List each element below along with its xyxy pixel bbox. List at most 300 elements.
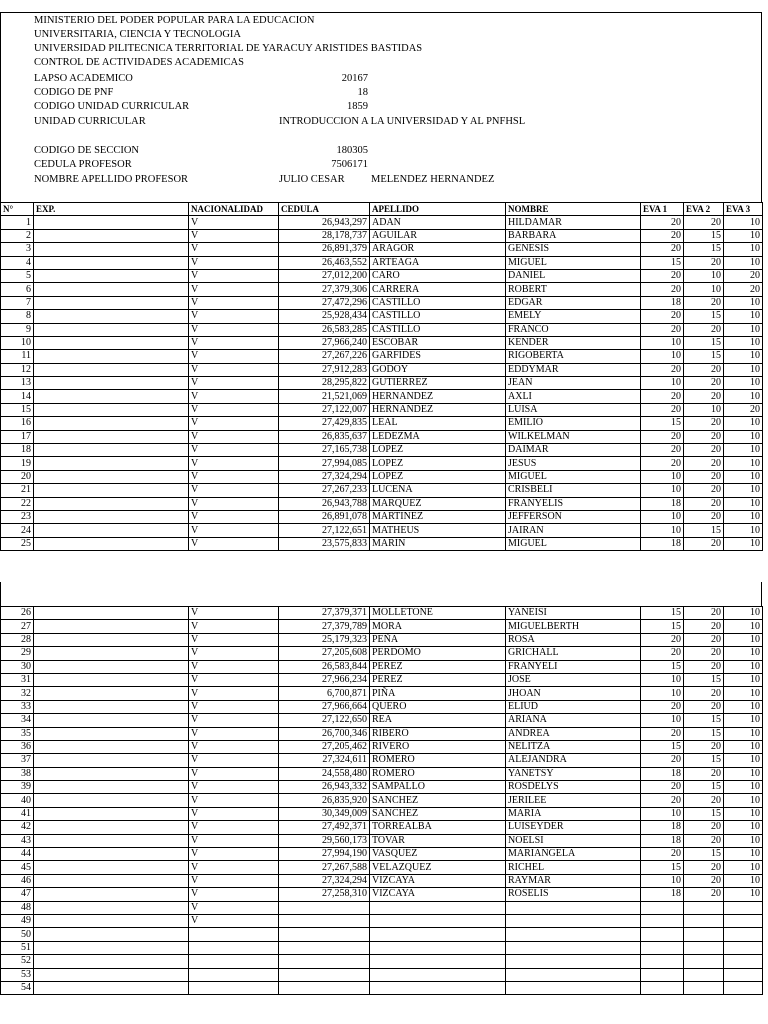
cell-eva3: 10	[724, 537, 763, 550]
cell-apellido: LOPEZ	[370, 444, 506, 457]
cell-apellido: MARTINEZ	[370, 510, 506, 523]
cell-num: 4	[1, 256, 34, 269]
cell-nacionalidad: V	[189, 323, 279, 336]
cell-apellido: CASTILLO	[370, 323, 506, 336]
col-header-num: N°	[1, 203, 34, 216]
cell-eva2: 15	[684, 524, 724, 537]
cell-nacionalidad: V	[189, 794, 279, 807]
cell-eva3: 10	[724, 457, 763, 470]
cell-num: 33	[1, 700, 34, 713]
cell-nombre: NELITZA	[506, 740, 641, 753]
cell-eva1: 10	[641, 377, 684, 390]
cell-eva1: 18	[641, 497, 684, 510]
cell-cedula: 27,258,310	[279, 888, 370, 901]
table-header-row	[1, 203, 763, 216]
table-row	[1, 660, 763, 673]
cell-eva3: 10	[724, 834, 763, 847]
cell-eva1: 20	[641, 781, 684, 794]
cell-apellido: LOPEZ	[370, 457, 506, 470]
cell-eva3: 10	[724, 848, 763, 861]
cell-nombre: DANIEL	[506, 269, 641, 282]
cell-cedula: 27,379,371	[279, 607, 370, 620]
cell-eva1: 20	[641, 216, 684, 229]
cell-exp	[34, 269, 189, 282]
cell-nombre: ARIANA	[506, 714, 641, 727]
cell-nacionalidad: V	[189, 243, 279, 256]
cell-cedula: 21,521,069	[279, 390, 370, 403]
cell-exp	[34, 647, 189, 660]
cell-eva2: 20	[684, 607, 724, 620]
nombre-prof-first: JULIO CESAR	[279, 174, 345, 185]
cell-nacionalidad: V	[189, 417, 279, 430]
cell-cedula: 26,463,552	[279, 256, 370, 269]
cell-eva3: 10	[724, 633, 763, 646]
cell-cedula: 26,583,844	[279, 660, 370, 673]
cell-cedula	[279, 941, 370, 954]
cell-eva3: 10	[724, 607, 763, 620]
cell-eva3: 10	[724, 243, 763, 256]
table-row	[1, 874, 763, 887]
table-row	[1, 767, 763, 780]
cell-exp	[34, 497, 189, 510]
cell-cedula: 27,324,294	[279, 874, 370, 887]
table-row	[1, 794, 763, 807]
table-row	[1, 928, 763, 941]
cell-nacionalidad: V	[189, 497, 279, 510]
cell-nombre: YANEISI	[506, 607, 641, 620]
cell-nombre: FRANYELIS	[506, 497, 641, 510]
cell-eva1: 20	[641, 390, 684, 403]
cell-nombre: JHOAN	[506, 687, 641, 700]
cell-eva1: 10	[641, 687, 684, 700]
col-header-eva1: EVA 1	[641, 203, 684, 216]
cell-num: 24	[1, 524, 34, 537]
cell-exp	[34, 687, 189, 700]
table-row	[1, 821, 763, 834]
cell-num: 49	[1, 914, 34, 927]
cell-num: 21	[1, 484, 34, 497]
cell-num: 32	[1, 687, 34, 700]
cell-eva2	[684, 981, 724, 994]
cell-apellido: MARIN	[370, 537, 506, 550]
cell-apellido: RIVERO	[370, 740, 506, 753]
cell-cedula: 27,267,588	[279, 861, 370, 874]
cell-nacionalidad: V	[189, 403, 279, 416]
cell-cedula: 26,943,332	[279, 781, 370, 794]
table-row	[1, 497, 763, 510]
cell-cedula: 27,994,085	[279, 457, 370, 470]
cell-cedula: 24,558,480	[279, 767, 370, 780]
cell-eva3: 10	[724, 229, 763, 242]
cell-apellido	[370, 928, 506, 941]
cell-nombre: MIGUEL	[506, 537, 641, 550]
cell-eva2	[684, 901, 724, 914]
cell-num: 6	[1, 283, 34, 296]
cell-apellido: TORREALBA	[370, 821, 506, 834]
cell-exp	[34, 620, 189, 633]
cell-num: 5	[1, 269, 34, 282]
cell-nombre: JESUS	[506, 457, 641, 470]
document-header	[0, 13, 762, 202]
cell-cedula: 27,966,240	[279, 336, 370, 349]
cell-nacionalidad: V	[189, 660, 279, 673]
cell-eva2: 20	[684, 767, 724, 780]
cell-eva1: 18	[641, 767, 684, 780]
cell-eva3: 10	[724, 781, 763, 794]
cell-cedula	[279, 928, 370, 941]
cell-nombre: ANDREA	[506, 727, 641, 740]
cell-eva2: 15	[684, 229, 724, 242]
cedula-prof-label: CEDULA PROFESOR	[34, 159, 132, 170]
cell-eva2: 20	[684, 874, 724, 887]
cell-apellido: CASTILLO	[370, 310, 506, 323]
cell-num: 54	[1, 981, 34, 994]
cell-num: 12	[1, 363, 34, 376]
cell-exp	[34, 727, 189, 740]
cell-apellido: MATHEUS	[370, 524, 506, 537]
cell-eva1	[641, 955, 684, 968]
cell-nombre	[506, 941, 641, 954]
cell-eva3: 10	[724, 660, 763, 673]
cell-eva2: 20	[684, 740, 724, 753]
students-table-part-2	[0, 606, 763, 995]
cell-exp	[34, 968, 189, 981]
cell-eva2: 20	[684, 497, 724, 510]
cell-exp	[34, 243, 189, 256]
cell-eva1	[641, 968, 684, 981]
cell-nombre: ALEJANDRA	[506, 754, 641, 767]
cell-num: 41	[1, 807, 34, 820]
cell-num: 3	[1, 243, 34, 256]
cell-exp	[34, 941, 189, 954]
cell-nacionalidad: V	[189, 470, 279, 483]
cell-nacionalidad: V	[189, 444, 279, 457]
cell-nombre: FRANYELI	[506, 660, 641, 673]
cell-eva3: 10	[724, 794, 763, 807]
cell-nombre: ROBERT	[506, 283, 641, 296]
cell-eva3: 10	[724, 754, 763, 767]
cell-num: 13	[1, 377, 34, 390]
cell-eva3: 10	[724, 767, 763, 780]
cell-nacionalidad: V	[189, 607, 279, 620]
cell-cedula: 29,560,173	[279, 834, 370, 847]
cell-eva1: 10	[641, 510, 684, 523]
cell-eva3: 10	[724, 310, 763, 323]
cell-eva1: 10	[641, 524, 684, 537]
cell-nacionalidad: V	[189, 727, 279, 740]
table-row	[1, 620, 763, 633]
cell-num: 39	[1, 781, 34, 794]
cell-cedula: 27,379,789	[279, 620, 370, 633]
cell-apellido: CARO	[370, 269, 506, 282]
cell-nacionalidad: V	[189, 700, 279, 713]
table-row	[1, 457, 763, 470]
cell-exp	[34, 781, 189, 794]
cell-exp	[34, 914, 189, 927]
cell-nacionalidad: V	[189, 430, 279, 443]
cell-apellido: PEREZ	[370, 673, 506, 686]
cell-eva3: 10	[724, 700, 763, 713]
cell-eva3: 20	[724, 403, 763, 416]
table-row	[1, 323, 763, 336]
table-row	[1, 740, 763, 753]
table-row	[1, 296, 763, 309]
cell-num: 30	[1, 660, 34, 673]
cell-eva2: 20	[684, 687, 724, 700]
cell-eva1	[641, 901, 684, 914]
cell-nombre	[506, 901, 641, 914]
cell-nacionalidad: V	[189, 673, 279, 686]
table-row	[1, 336, 763, 349]
cell-nombre: RIGOBERTA	[506, 350, 641, 363]
cell-exp	[34, 310, 189, 323]
cell-nacionalidad	[189, 981, 279, 994]
cell-num: 7	[1, 296, 34, 309]
cell-nacionalidad: V	[189, 687, 279, 700]
cell-exp	[34, 673, 189, 686]
table-row	[1, 914, 763, 927]
cell-apellido	[370, 968, 506, 981]
cell-exp	[34, 888, 189, 901]
cell-nombre: NOELSI	[506, 834, 641, 847]
table-row	[1, 687, 763, 700]
cell-nacionalidad: V	[189, 821, 279, 834]
cell-eva2: 10	[684, 283, 724, 296]
cell-cedula: 25,179,323	[279, 633, 370, 646]
cell-apellido: ARAGOR	[370, 243, 506, 256]
cell-eva2: 20	[684, 417, 724, 430]
cell-apellido: HERNANDEZ	[370, 403, 506, 416]
cell-eva2: 20	[684, 363, 724, 376]
cell-eva2: 20	[684, 510, 724, 523]
cell-apellido: VASQUEZ	[370, 848, 506, 861]
cell-nombre	[506, 914, 641, 927]
cell-nacionalidad: V	[189, 714, 279, 727]
cell-eva1: 20	[641, 647, 684, 660]
table-row	[1, 955, 763, 968]
col-header-exp: EXP.	[34, 203, 189, 216]
cell-eva2: 20	[684, 647, 724, 660]
cell-eva3: 10	[724, 740, 763, 753]
cell-eva3: 10	[724, 296, 763, 309]
cell-eva2: 20	[684, 296, 724, 309]
table-row	[1, 700, 763, 713]
cell-exp	[34, 981, 189, 994]
table-row	[1, 901, 763, 914]
cell-apellido	[370, 981, 506, 994]
table-row	[1, 430, 763, 443]
cell-exp	[34, 537, 189, 550]
cell-nacionalidad: V	[189, 767, 279, 780]
cell-nombre: EMILIO	[506, 417, 641, 430]
cell-num: 10	[1, 336, 34, 349]
table-row	[1, 470, 763, 483]
cell-apellido: VELAZQUEZ	[370, 861, 506, 874]
cell-nacionalidad: V	[189, 874, 279, 887]
cell-num: 52	[1, 955, 34, 968]
cell-apellido: ESCOBAR	[370, 336, 506, 349]
cell-apellido: CASTILLO	[370, 296, 506, 309]
cell-eva3: 10	[724, 417, 763, 430]
cell-exp	[34, 807, 189, 820]
cell-apellido: ROMERO	[370, 767, 506, 780]
cell-eva1: 20	[641, 444, 684, 457]
cell-eva2: 15	[684, 807, 724, 820]
cell-nacionalidad: V	[189, 510, 279, 523]
cell-nacionalidad: V	[189, 269, 279, 282]
cell-apellido: SANCHEZ	[370, 794, 506, 807]
cell-eva1: 20	[641, 269, 684, 282]
cell-cedula: 27,994,190	[279, 848, 370, 861]
cell-eva2: 15	[684, 848, 724, 861]
cell-nombre: RAYMAR	[506, 874, 641, 887]
cell-exp	[34, 484, 189, 497]
cell-eva2: 15	[684, 243, 724, 256]
cell-apellido: ROMERO	[370, 754, 506, 767]
cell-cedula: 26,835,920	[279, 794, 370, 807]
cell-eva3: 10	[724, 673, 763, 686]
cell-nombre: EMELY	[506, 310, 641, 323]
cell-num: 45	[1, 861, 34, 874]
cell-cedula	[279, 901, 370, 914]
cell-exp	[34, 457, 189, 470]
cell-exp	[34, 444, 189, 457]
cell-nombre: MIGUEL	[506, 470, 641, 483]
cell-nombre: EDDYMAR	[506, 363, 641, 376]
table-row	[1, 484, 763, 497]
cell-nombre: AXLI	[506, 390, 641, 403]
pnf-value: 18	[357, 87, 368, 98]
cell-eva2: 20	[684, 390, 724, 403]
cell-apellido: LOPEZ	[370, 470, 506, 483]
col-header-nombre: NOMBRE	[506, 203, 641, 216]
cell-cedula: 27,472,296	[279, 296, 370, 309]
cell-eva2: 20	[684, 794, 724, 807]
cell-nombre: ROSDELYS	[506, 781, 641, 794]
col-header-eva3: EVA 3	[724, 203, 763, 216]
cell-exp	[34, 633, 189, 646]
cell-nacionalidad: V	[189, 310, 279, 323]
cell-nacionalidad	[189, 968, 279, 981]
cell-eva2: 20	[684, 821, 724, 834]
cell-eva3: 10	[724, 256, 763, 269]
table-row	[1, 834, 763, 847]
cell-apellido: GARFIDES	[370, 350, 506, 363]
cell-cedula: 26,943,788	[279, 497, 370, 510]
table-row	[1, 888, 763, 901]
cell-eva3: 20	[724, 283, 763, 296]
cell-nombre: BARBARA	[506, 229, 641, 242]
cell-eva3: 10	[724, 714, 763, 727]
cell-eva1: 18	[641, 821, 684, 834]
cell-eva3	[724, 928, 763, 941]
cell-num: 15	[1, 403, 34, 416]
nombre-prof-label: NOMBRE APELLIDO PROFESOR	[34, 174, 189, 185]
cell-eva1: 10	[641, 874, 684, 887]
cell-apellido: MARQUEZ	[370, 497, 506, 510]
cell-cedula: 27,966,234	[279, 673, 370, 686]
table-row	[1, 444, 763, 457]
cell-eva3: 10	[724, 323, 763, 336]
table-row	[1, 607, 763, 620]
cell-nombre	[506, 928, 641, 941]
table-row	[1, 390, 763, 403]
cell-nombre: DAIMAR	[506, 444, 641, 457]
cell-cedula: 27,379,306	[279, 283, 370, 296]
cell-nombre: JOSE	[506, 673, 641, 686]
cell-eva3	[724, 901, 763, 914]
cell-num: 37	[1, 754, 34, 767]
cell-cedula: 6,700,871	[279, 687, 370, 700]
cell-nombre: RICHEL	[506, 861, 641, 874]
cell-eva1: 20	[641, 323, 684, 336]
table-row	[1, 310, 763, 323]
cell-nombre: EDGAR	[506, 296, 641, 309]
cell-num: 1	[1, 216, 34, 229]
cedula-prof-value: 7506171	[331, 159, 368, 170]
cell-exp	[34, 901, 189, 914]
cell-nombre: GRICHALL	[506, 647, 641, 660]
cell-nacionalidad: V	[189, 216, 279, 229]
cell-cedula: 26,583,285	[279, 323, 370, 336]
cell-eva1	[641, 981, 684, 994]
cod-uc-value: 1859	[347, 101, 368, 112]
cell-eva1: 20	[641, 363, 684, 376]
cell-eva2: 20	[684, 484, 724, 497]
cell-num: 50	[1, 928, 34, 941]
cell-eva3	[724, 914, 763, 927]
cell-cedula: 27,205,462	[279, 740, 370, 753]
cell-cedula: 26,891,078	[279, 510, 370, 523]
table-row	[1, 848, 763, 861]
table-row	[1, 714, 763, 727]
cell-nombre: MARIANGELA	[506, 848, 641, 861]
cell-apellido: MOLLETONE	[370, 607, 506, 620]
cell-exp	[34, 660, 189, 673]
cell-num: 42	[1, 821, 34, 834]
cell-eva2: 20	[684, 444, 724, 457]
cell-num: 31	[1, 673, 34, 686]
cell-cedula: 26,700,346	[279, 727, 370, 740]
cell-apellido: RIBERO	[370, 727, 506, 740]
table-row	[1, 377, 763, 390]
cell-exp	[34, 821, 189, 834]
cell-num: 28	[1, 633, 34, 646]
cell-eva3: 10	[724, 620, 763, 633]
cell-eva2: 15	[684, 727, 724, 740]
cell-eva3	[724, 955, 763, 968]
cell-eva3: 10	[724, 363, 763, 376]
cell-eva3: 10	[724, 647, 763, 660]
cell-exp	[34, 700, 189, 713]
cell-cedula	[279, 914, 370, 927]
cell-eva1: 20	[641, 848, 684, 861]
cell-exp	[34, 350, 189, 363]
cell-nombre: WILKELMAN	[506, 430, 641, 443]
cell-eva1: 15	[641, 861, 684, 874]
cell-num: 9	[1, 323, 34, 336]
header-line-4: CONTROL DE ACTIVIDADES ACADEMICAS	[34, 57, 244, 68]
cell-exp	[34, 607, 189, 620]
cell-apellido	[370, 914, 506, 927]
cell-exp	[34, 524, 189, 537]
cell-exp	[34, 363, 189, 376]
cell-nacionalidad: V	[189, 457, 279, 470]
cell-eva1: 10	[641, 714, 684, 727]
cell-nombre: CRISBELI	[506, 484, 641, 497]
table-row	[1, 350, 763, 363]
cell-nombre	[506, 955, 641, 968]
